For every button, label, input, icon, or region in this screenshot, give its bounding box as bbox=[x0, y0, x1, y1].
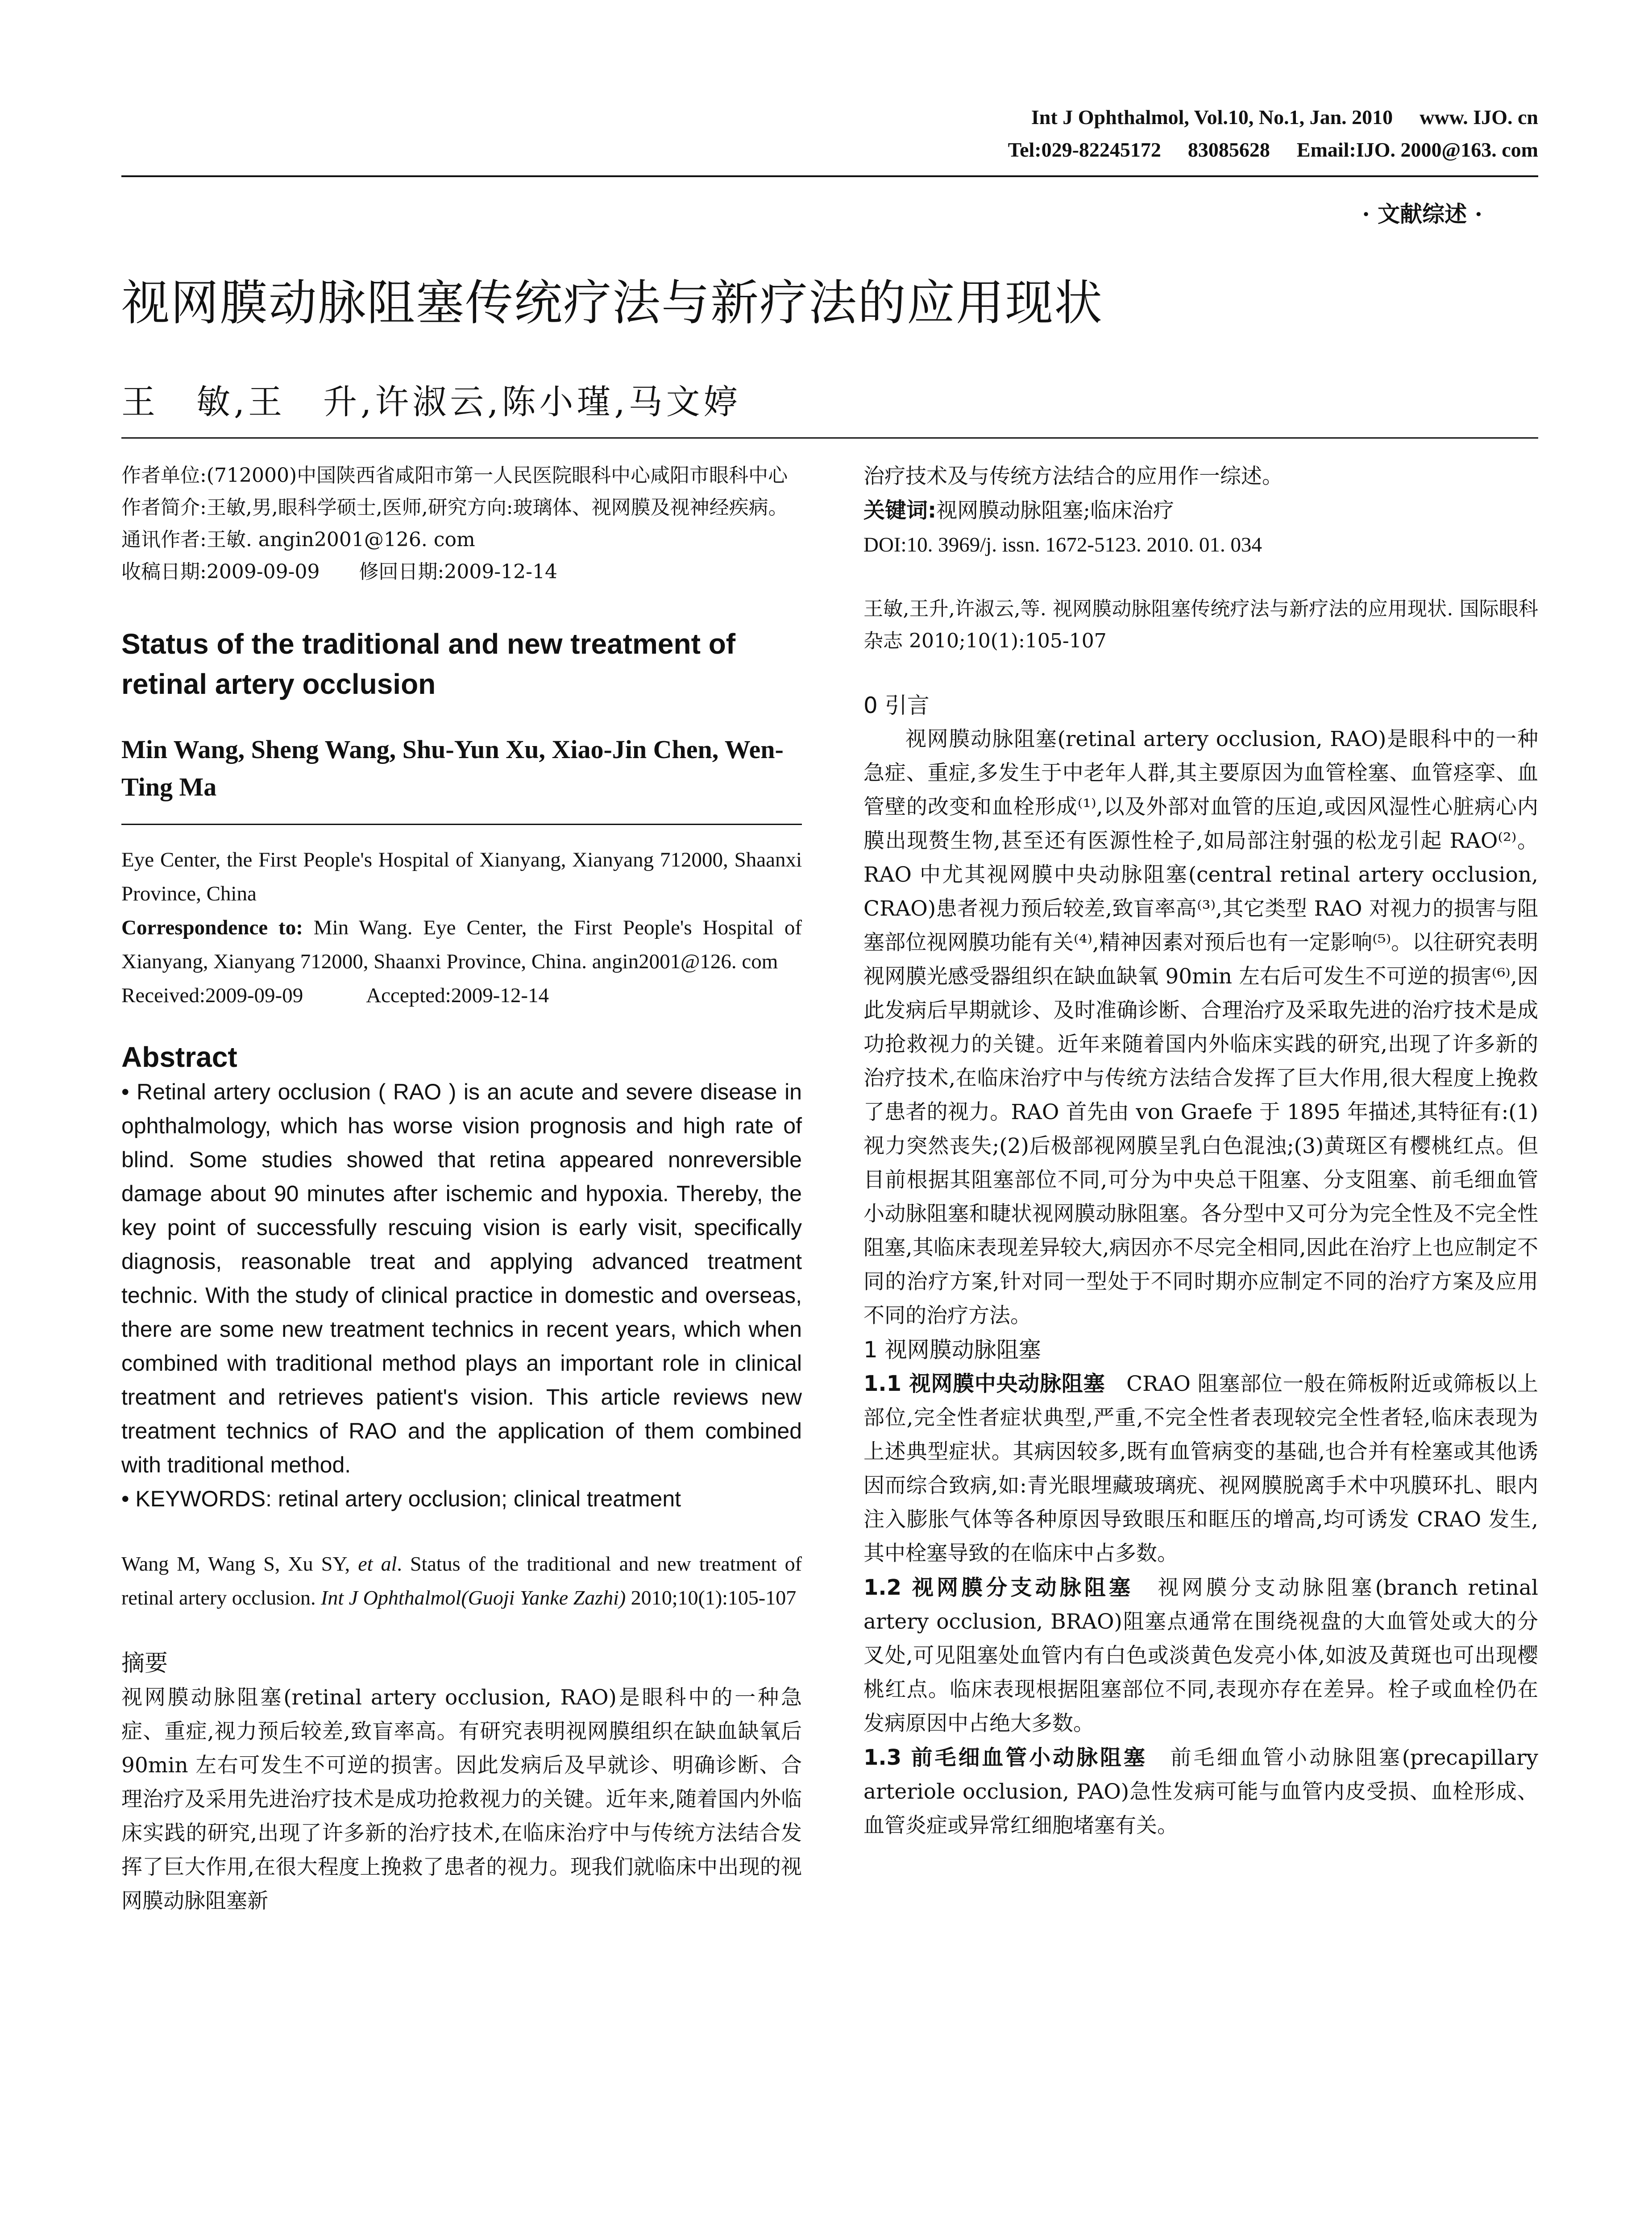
journal-header-line1 bbox=[1004, 104, 1538, 131]
journal-header-line2 bbox=[981, 136, 1538, 164]
journal-tel2: 83085628 bbox=[1187, 138, 1270, 161]
title-rule bbox=[121, 437, 1538, 439]
corresponding-author: 通讯作者:王敏. angin2001@126. com bbox=[121, 528, 475, 551]
section-1-3 bbox=[863, 1741, 1538, 1843]
article-title-en: Status of the traditional and new treatment of retinal artery occlusion bbox=[121, 628, 736, 700]
section-0-heading: 0 引言 bbox=[863, 693, 930, 718]
citation-en-volume: 2010;10(1):105-107 bbox=[626, 1586, 797, 1609]
citation-cn-text: 王敏,王升,许淑云,等. 视网膜动脉阻塞传统疗法与新疗法的应用现状. 国际眼科杂志 2010;10(1):105-107 bbox=[863, 597, 1538, 652]
author-unit: 作者单位:(712000)中国陕西省咸阳市第一人民医院眼科中心咸阳市眼科中心 bbox=[121, 464, 788, 487]
article-title-cn: 视网膜动脉阻塞传统疗法与新疗法的应用现状 bbox=[121, 275, 1104, 331]
header-rule bbox=[121, 175, 1538, 177]
keywords-en: • KEYWORDS: retinal artery occlusion; clinical treatment bbox=[121, 1486, 681, 1511]
citation-en bbox=[121, 1547, 802, 1615]
citation-en-authors: Wang M, Wang S, Xu SY, bbox=[121, 1552, 358, 1575]
section-1-2 bbox=[863, 1571, 1538, 1741]
author-profile: 作者简介:王敏,男,眼科学硕士,医师,研究方向:玻璃体、视网膜及视神经疾病。 bbox=[121, 496, 788, 519]
keywords-cn-text: 视网膜动脉阻塞;临床治疗 bbox=[936, 498, 1175, 523]
citation-en-journal: Int J Ophthalmol(Guoji Yanke Zazhi) bbox=[321, 1586, 626, 1609]
section-1-3-text: 前毛细血管小动脉阻塞(precapillary arteriole occlusion, PAO)急性发病可能与血管内皮受损、血栓形成、血管炎症或异常红细胞堵塞有关。 bbox=[863, 1746, 1538, 1838]
journal-website: www. IJO. cn bbox=[1420, 106, 1538, 129]
doi: DOI:10. 3969/j. issn. 1672-5123. 2010. 01. 034 bbox=[863, 533, 1262, 556]
section-1-3-heading: 1.3 前毛细血管小动脉阻塞 bbox=[863, 1745, 1147, 1770]
right-column bbox=[863, 460, 1538, 1843]
section-1-2-heading: 1.2 视网膜分支动脉阻塞 bbox=[863, 1575, 1134, 1600]
affiliation: Eye Center, the First People's Hospital of Xianyang, Xianyang 712000, Shaanxi Province, China bbox=[121, 848, 802, 905]
journal-email: Email:IJO. 2000@163. com bbox=[1296, 138, 1538, 161]
left-column bbox=[121, 460, 802, 1918]
correspondence-text: Min Wang. Eye Center, the First People's Hospital of Xianyang, Xianyang 712000, Shaanxi Province, China. angin2001@126. com bbox=[121, 916, 802, 973]
section-1-1 bbox=[863, 1367, 1538, 1571]
zh-abstract-body bbox=[121, 1681, 802, 1918]
section-0-body bbox=[863, 722, 1538, 1333]
citation-cn bbox=[863, 593, 1538, 657]
keywords-label: 关键词: bbox=[863, 498, 937, 523]
section-1-1-text: CRAO 阻塞部位一般在筛板附近或筛板以上部位,完全性者症状典型,严重,不完全性者表现较完全性者轻,临床表现为上述典型症状。其病因较多,既有血管病变的基础,也合并有栓塞或其他诱因而综合致病,如:青光眼埋藏玻璃疣、视网膜脱离手术中巩膜环扎、眼内注入膨胀气体等各种原因导致眼压和眶压的增高,均可诱发 CRAO 发生,其中栓塞导致的在临床中占多数。 bbox=[863, 1372, 1539, 1566]
citation-en-etal: et al bbox=[358, 1552, 397, 1575]
zh-abstract-heading: 摘要 bbox=[121, 1650, 168, 1677]
authors-cn: 王 敏,王 升,许淑云,陈小瑾,马文婷 bbox=[121, 382, 741, 422]
correspondence-label: Correspondence to: bbox=[121, 916, 303, 939]
abstract-heading: Abstract bbox=[121, 1041, 237, 1073]
abstract-body: • Retinal artery occlusion ( RAO ) is an acute and severe disease in ophthalmology, which has worse vision prognosis and high rate of blind. Some studies showed that retina appeared nonreversible damage about 90 minutes after ischemic and hypoxia. Thereby, the key point of successfully rescuing vision is early visit, specifically diagnosis, reasonable treat and applying advanced treatment technic. With the study of clinical practice in domestic and overseas, there are some new treatment technics in recent years, which when combined with traditional method plays an important role in clinical treatment and retrieves patient's vision. This article reviews new treatment technics of RAO and the application of them combined with traditional method. bbox=[121, 1079, 802, 1477]
zh-abstract-text: 视网膜动脉阻塞(retinal artery occlusion, RAO)是眼科中的一种急症、重症,视力预后较差,致盲率高。有研究表明视网膜组织在缺血缺氧后 90min 左右可发生不可逆的损害。因此发病后及早就诊、明确诊断、合理治疗及采用先进治疗技术是成功抢救视力的关键。近年来,随着国内外临床实践的研究,出现了许多新的治疗技术,在临床治疗中与传统方法结合发挥了巨大作用,在很大程度上挽救了患者的视力。现我们就临床中出现的视网膜动脉阻塞新 bbox=[121, 1685, 802, 1913]
correspondence bbox=[121, 911, 802, 979]
received-dates: 收稿日期:2009-09-09 修回日期:2009-12-14 bbox=[121, 560, 558, 583]
section-1-1-heading: 1.1 视网膜中央动脉阻塞 bbox=[863, 1371, 1105, 1396]
received-accepted: Received:2009-09-09 Accepted:2009-12-14 bbox=[121, 984, 549, 1007]
journal-tel: Tel:029-82245172 bbox=[1008, 138, 1161, 161]
right-top bbox=[863, 460, 1538, 562]
keywords-cn bbox=[863, 493, 1538, 528]
section-1-2-text: 视网膜分支动脉阻塞(branch retinal artery occlusion, BRAO)阻塞点通常在围绕视盘的大血管处或大的分叉处,可见阻塞处血管内有白色或淡黄色发亮小体,如波及黄斑也可出现樱桃红点。临床表现根据阻塞部位不同,表现亦存在差异。栓子或血栓仍在发病原因中占绝大多数。 bbox=[863, 1576, 1538, 1736]
authors-en: Min Wang, Sheng Wang, Shu-Yun Xu, Xiao-Jin Chen, Wen-Ting Ma bbox=[121, 735, 784, 801]
journal-citation: Int J Ophthalmol, Vol.10, No.1, Jan. 2010 bbox=[1031, 106, 1393, 129]
abstract-continuation: 治疗技术及与传统方法结合的应用作一综述。 bbox=[863, 464, 1283, 489]
authors-rule bbox=[121, 824, 802, 825]
section-1-heading: 1 视网膜动脉阻塞 bbox=[863, 1337, 1041, 1363]
section-0-text: 视网膜动脉阻塞(retinal artery occlusion, RAO)是眼科中的一种急症、重症,多发生于中老年人群,其主要原因为血管栓塞、血管痉挛、血管壁的改变和血栓形成⁽¹⁾,以及外部对血管的压迫,或因风湿性心脏病心内膜出现赘生物,甚至还有医源性栓子,如局部注射强的松龙引起 RAO⁽²⁾。RAO 中尤其视网膜中央动脉阻塞(central retinal artery occlusion, CRAO)患者视力预后较差,致盲率高⁽³⁾,其它类型 RAO 对视力的损害与阻塞部位视网膜功能有关⁽⁴⁾,精神因素对预后也有一定影响⁽⁵⁾。以往研究表明视网膜光感受器组织在缺血缺氧 90min 左右后可发生不可逆的损害⁽⁶⁾,因此发病后早期就诊、及时准确诊断、合理治疗及采取先进的治疗技术是成功抢救视力的关键。近年来随着国内外临床实践的研究,出现了许多新的治疗技术,在临床治疗中与传统方法结合发挥了巨大作用,很大程度上挽救了患者的视力。RAO 首先由 von Graefe 于 1895 年描述,其特征有:(1)视力突然丧失;(2)后极部视网膜呈乳白色混浊;(3)黄斑区有樱桃红点。但目前根据其阻塞部位不同,可分为中央总干阻塞、分支阻塞、前毛细血管小动脉阻塞和睫状视网膜动脉阻塞。各分型中又可分为完全性及不完全性阻塞,其临床表现差异较大,病因亦不尽完全相同,因此在治疗上也应制定不同的治疗方案,针对同一型处于不同时期亦应制定不同的治疗方案及应用不同的治疗方法。 bbox=[863, 727, 1538, 1328]
author-info bbox=[121, 460, 802, 588]
citation-en-title: . Status of the traditional and new treatment of retinal artery occlusion. bbox=[121, 1552, 802, 1609]
section-tag: · 文献综述 · bbox=[1362, 201, 1482, 227]
